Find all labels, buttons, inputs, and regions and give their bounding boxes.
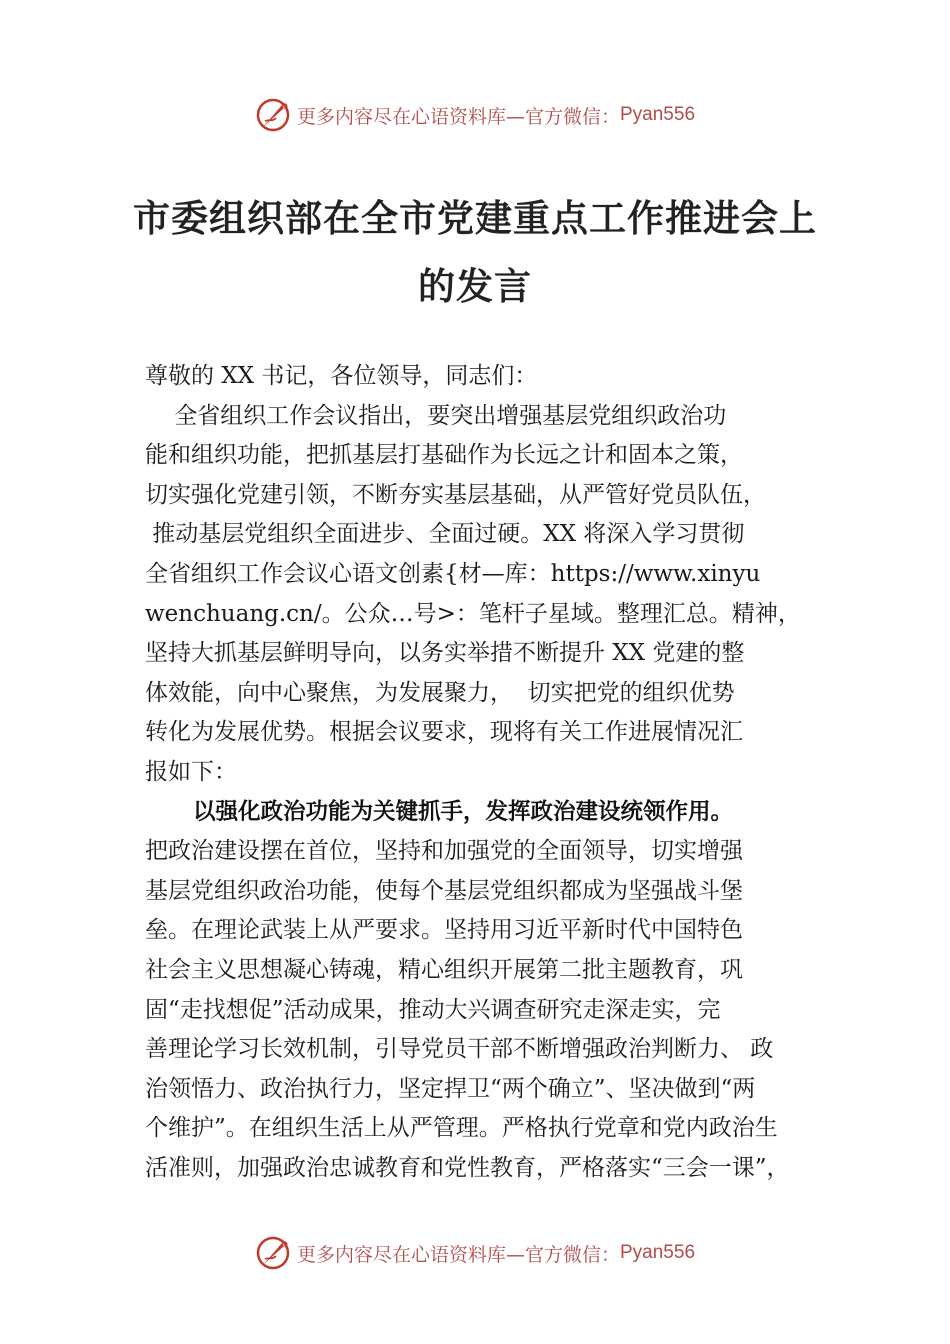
section-line: 把政治建设摆在首位，坚持和加强党的全面领导，切实增强: [145, 838, 743, 865]
section-line: 固“走找想促”活动成果，推动大兴调查研究走深走实，完: [145, 996, 721, 1023]
paragraph-line: 转化为发展优势。根据会议要求，现将有关工作进展情况汇: [145, 719, 743, 746]
document-title-line-2: 的发言: [418, 264, 532, 308]
paragraph-line: 坚持大抓基层鲜明导向，以务实举措不断提升 XX 党建的整: [145, 640, 745, 667]
section-line: 治领悟力、政治执行力，坚定捍卫“两个确立”、坚决做到“两: [145, 1075, 756, 1102]
section-heading: 以强化政治功能为关键抓手，发挥政治建设统领作用。: [193, 798, 734, 825]
section-line: 善理论学习长效机制，引导党员干部不断增强政治判断力、 政: [145, 1036, 774, 1063]
document-title-line-1: 市委组织部在全市党建重点工作推进会上: [133, 196, 817, 240]
quill-logo-icon: [255, 1235, 291, 1271]
quill-logo-icon: [255, 97, 291, 133]
section-line: 垒。在理论武装上从严要求。坚持用习近平新时代中国特色: [145, 917, 743, 944]
banner-text: 更多内容尽在心语资料库—官方微信：: [296, 105, 620, 128]
salutation: 尊敬的 XX 书记，各位领导，同志们：: [145, 363, 538, 389]
section-line: 活准则，加强政治忠诚教育和党性教育，严格落实“三会一课”，: [145, 1154, 790, 1181]
section-line: 个维护”。在组织生活上从严管理。严格执行党章和党内政治生: [145, 1115, 778, 1142]
paragraph-line: 全省组织工作会议心语文创素{材—库：https://www.xinyu: [145, 560, 761, 587]
section-line: 社会主义思想凝心铸魂，精心组织开展第二批主题教育，巩: [145, 956, 743, 983]
paragraph-line: 切实强化党建引领，不断夯实基层基础，从严管好党员队伍，: [145, 481, 766, 508]
paragraph-line: 能和组织功能，把抓基层打基础作为长远之计和固本之策，: [145, 442, 743, 469]
footer-banner: [0, 1233, 950, 1273]
paragraph-line: 推动基层党组织全面进步、全面过硬。XX 将深入学习贯彻: [145, 521, 745, 548]
section-line: 基层党组织政治功能，使每个基层党组织都成为坚强战斗堡: [145, 877, 743, 904]
header-banner: [0, 95, 950, 135]
banner-text: 更多内容尽在心语资料库—官方微信：: [296, 1243, 620, 1266]
paragraph-line: 体效能，向中心聚焦，为发展聚力， 切实把党的组织优势: [145, 679, 735, 706]
banner-wechat-id: Pyan556: [620, 1242, 696, 1263]
paragraph-line: wenchuang.cn/。公众…号>：笔杆子星域。整理汇总。精神，: [145, 600, 801, 627]
paragraph-line: 全省组织工作会议指出，要突出增强基层党组织政治功: [145, 402, 727, 429]
paragraph-line: 报如下：: [145, 758, 237, 785]
banner-wechat-id: Pyan556: [620, 104, 696, 125]
document-body: [145, 357, 835, 1188]
